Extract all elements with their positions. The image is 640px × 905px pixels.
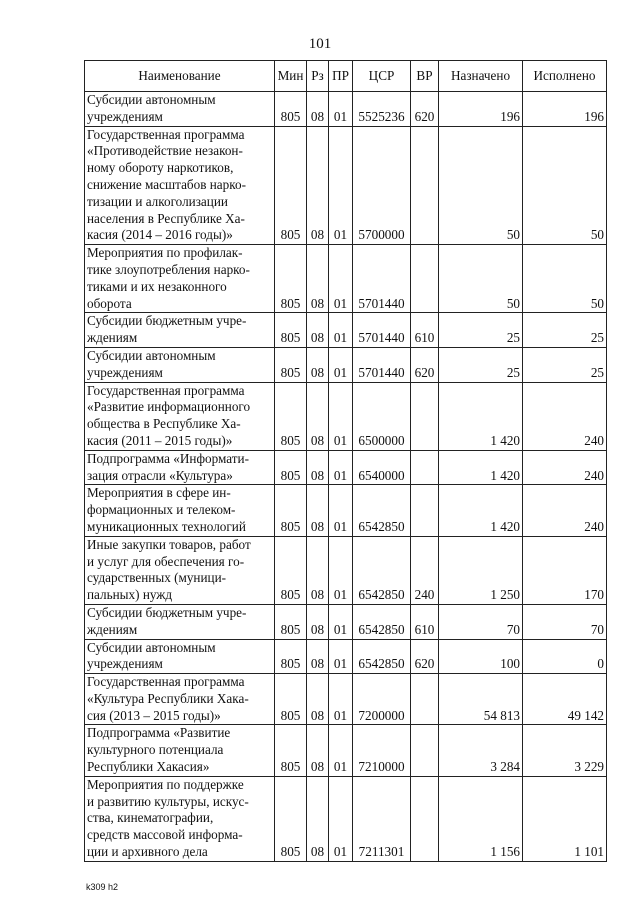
cell-vr: 610 — [411, 313, 439, 348]
cell-vr: 610 — [411, 604, 439, 639]
cell-executed: 3 229 — [523, 725, 607, 776]
cell-min: 805 — [275, 92, 307, 127]
cell-pr: 01 — [329, 776, 353, 861]
cell-executed: 25 — [523, 347, 607, 382]
cell-assigned: 25 — [439, 347, 523, 382]
cell-min: 805 — [275, 126, 307, 245]
cell-vr: 620 — [411, 347, 439, 382]
table-row — [85, 674, 607, 725]
cell-pr: 01 — [329, 450, 353, 485]
table-row — [85, 604, 607, 639]
cell-executed: 49 142 — [523, 674, 607, 725]
cell-name: Государственная программа «Культура Республики Хака- сия (2013 – 2015 годы)» — [85, 674, 275, 725]
cell-assigned: 70 — [439, 604, 523, 639]
cell-name: Подпрограмма «Информати- зация отрасли «Культура» — [85, 450, 275, 485]
cell-csr: 5701440 — [353, 245, 411, 313]
cell-csr: 5525236 — [353, 92, 411, 127]
cell-name: Субсидии бюджетным учре- ждениям — [85, 313, 275, 348]
cell-pr: 01 — [329, 382, 353, 450]
cell-csr: 6542850 — [353, 536, 411, 604]
cell-assigned: 50 — [439, 245, 523, 313]
header-name: Наименование — [85, 61, 275, 92]
cell-rz: 08 — [307, 485, 329, 536]
cell-name: Иные закупки товаров, работ и услуг для обеспечения го- сударственных (муници- пальных) нужд — [85, 536, 275, 604]
cell-csr: 7210000 — [353, 725, 411, 776]
page-number: 101 — [308, 36, 332, 52]
cell-min: 805 — [275, 639, 307, 674]
cell-name: Субсидии автономным учреждениям — [85, 347, 275, 382]
cell-csr: 7211301 — [353, 776, 411, 861]
cell-vr — [411, 382, 439, 450]
cell-csr: 6540000 — [353, 450, 411, 485]
table-row — [85, 313, 607, 348]
cell-pr: 01 — [329, 92, 353, 127]
cell-pr: 01 — [329, 126, 353, 245]
header-assigned: Назначено — [439, 61, 523, 92]
table-row — [85, 450, 607, 485]
cell-vr — [411, 126, 439, 245]
table-body — [85, 92, 607, 862]
cell-rz: 08 — [307, 92, 329, 127]
cell-assigned: 1 156 — [439, 776, 523, 861]
table-row — [85, 536, 607, 604]
header-rz: Рз — [307, 61, 329, 92]
cell-pr: 01 — [329, 485, 353, 536]
cell-rz: 08 — [307, 604, 329, 639]
cell-executed: 70 — [523, 604, 607, 639]
cell-rz: 08 — [307, 536, 329, 604]
cell-name: Субсидии автономным учреждениям — [85, 639, 275, 674]
cell-assigned: 1 420 — [439, 450, 523, 485]
cell-vr — [411, 450, 439, 485]
cell-pr: 01 — [329, 604, 353, 639]
table-row — [85, 126, 607, 245]
cell-assigned: 50 — [439, 126, 523, 245]
cell-csr: 6542850 — [353, 639, 411, 674]
cell-csr: 6500000 — [353, 382, 411, 450]
table-row — [85, 382, 607, 450]
cell-csr: 5701440 — [353, 347, 411, 382]
cell-executed: 240 — [523, 382, 607, 450]
cell-rz: 08 — [307, 126, 329, 245]
cell-rz: 08 — [307, 347, 329, 382]
cell-name: Мероприятия в сфере ин- формационных и телеком- муникационных технологий — [85, 485, 275, 536]
cell-executed: 240 — [523, 450, 607, 485]
cell-min: 805 — [275, 313, 307, 348]
cell-pr: 01 — [329, 536, 353, 604]
cell-assigned: 1 420 — [439, 382, 523, 450]
header-csr: ЦСР — [353, 61, 411, 92]
cell-min: 805 — [275, 776, 307, 861]
cell-executed: 196 — [523, 92, 607, 127]
cell-csr: 6542850 — [353, 485, 411, 536]
cell-pr: 01 — [329, 674, 353, 725]
cell-vr: 620 — [411, 92, 439, 127]
cell-executed: 50 — [523, 126, 607, 245]
cell-csr: 5701440 — [353, 313, 411, 348]
cell-name: Мероприятия по профилак- тике злоупотребления нарко- тиками и их незаконного оборота — [85, 245, 275, 313]
cell-min: 805 — [275, 450, 307, 485]
cell-rz: 08 — [307, 313, 329, 348]
cell-executed: 1 101 — [523, 776, 607, 861]
cell-executed: 240 — [523, 485, 607, 536]
cell-pr: 01 — [329, 347, 353, 382]
cell-rz: 08 — [307, 382, 329, 450]
cell-pr: 01 — [329, 725, 353, 776]
table-row — [85, 92, 607, 127]
cell-min: 805 — [275, 382, 307, 450]
cell-name: Субсидии автономным учреждениям — [85, 92, 275, 127]
cell-assigned: 196 — [439, 92, 523, 127]
cell-assigned: 54 813 — [439, 674, 523, 725]
header-vr: ВР — [411, 61, 439, 92]
cell-csr: 6542850 — [353, 604, 411, 639]
table-row — [85, 776, 607, 861]
cell-min: 805 — [275, 604, 307, 639]
cell-rz: 08 — [307, 776, 329, 861]
cell-vr: 240 — [411, 536, 439, 604]
header-executed: Исполнено — [523, 61, 607, 92]
table-row — [85, 639, 607, 674]
cell-assigned: 1 420 — [439, 485, 523, 536]
cell-name: Государственная программа «Противодействие незакон- ному обороту наркотиков, снижение масштабов нарко- тизации и алкоголизации населения в Республике Ха- касия (2014 – 2016 годы)» — [85, 126, 275, 245]
footer-code: k309 h2 — [86, 882, 119, 892]
cell-min: 805 — [275, 245, 307, 313]
cell-assigned: 100 — [439, 639, 523, 674]
cell-pr: 01 — [329, 639, 353, 674]
cell-rz: 08 — [307, 674, 329, 725]
cell-executed: 170 — [523, 536, 607, 604]
table-row — [85, 347, 607, 382]
cell-assigned: 1 250 — [439, 536, 523, 604]
cell-min: 805 — [275, 485, 307, 536]
cell-csr: 5700000 — [353, 126, 411, 245]
cell-name: Подпрограмма «Развитие культурного потенциала Республики Хакасия» — [85, 725, 275, 776]
cell-executed: 25 — [523, 313, 607, 348]
cell-csr: 7200000 — [353, 674, 411, 725]
header-min: Мин — [275, 61, 307, 92]
cell-executed: 0 — [523, 639, 607, 674]
cell-min: 805 — [275, 725, 307, 776]
cell-rz: 08 — [307, 450, 329, 485]
header-pr: ПР — [329, 61, 353, 92]
cell-vr — [411, 776, 439, 861]
cell-min: 805 — [275, 674, 307, 725]
cell-rz: 08 — [307, 725, 329, 776]
cell-assigned: 3 284 — [439, 725, 523, 776]
cell-rz: 08 — [307, 639, 329, 674]
cell-assigned: 25 — [439, 313, 523, 348]
cell-vr — [411, 485, 439, 536]
cell-name: Мероприятия по поддержке и развитию культуры, искус- ства, кинематографии, средств массовой информа- ции и архивного дела — [85, 776, 275, 861]
table-row — [85, 485, 607, 536]
header-row — [85, 61, 607, 92]
table-row — [85, 245, 607, 313]
cell-vr — [411, 674, 439, 725]
cell-pr: 01 — [329, 245, 353, 313]
table-row — [85, 725, 607, 776]
cell-name: Государственная программа «Развитие информационного общества в Республике Ха- касия (2011 – 2015 годы)» — [85, 382, 275, 450]
budget-table — [84, 60, 607, 862]
cell-pr: 01 — [329, 313, 353, 348]
cell-vr — [411, 725, 439, 776]
cell-name: Субсидии бюджетным учре- ждениям — [85, 604, 275, 639]
cell-min: 805 — [275, 536, 307, 604]
cell-rz: 08 — [307, 245, 329, 313]
cell-executed: 50 — [523, 245, 607, 313]
cell-vr: 620 — [411, 639, 439, 674]
cell-vr — [411, 245, 439, 313]
cell-min: 805 — [275, 347, 307, 382]
